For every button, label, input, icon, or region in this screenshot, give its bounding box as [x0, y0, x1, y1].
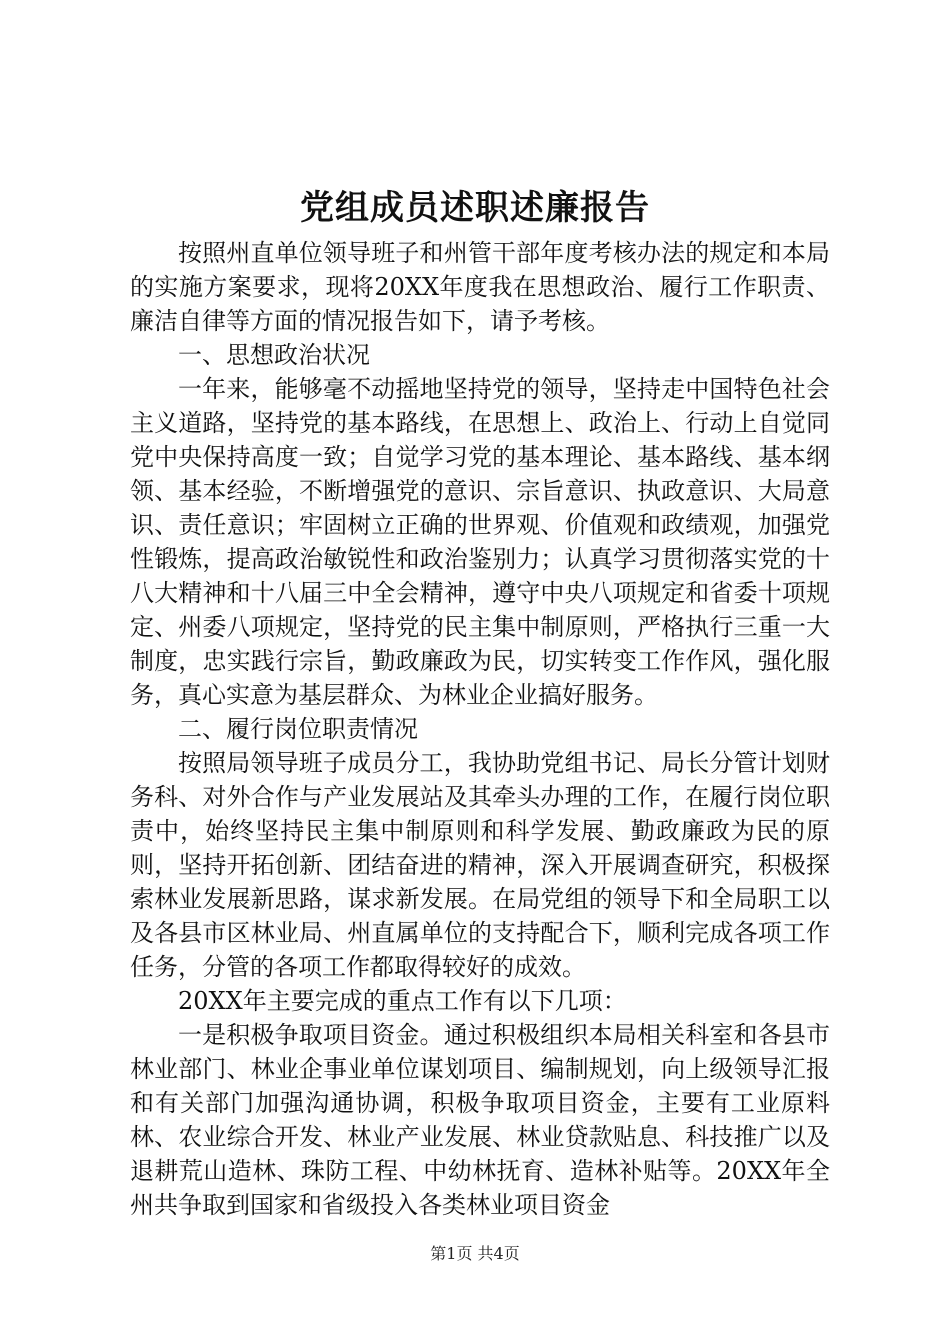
document-body: [130, 236, 830, 1222]
key-work-item-1: 一是积极争取项目资金。通过积极组织本局相关科室和各县市林业部门、林业企事业单位谋划项目、编制规划，向上级领导汇报和有关部门加强沟通协调，积极争取项目资金，主要有工业原料林、农业综合开发、林业产业发展、林业贷款贴息、科技推广以及退耕荒山造林、珠防工程、中幼林抚育、造林补贴等。20XX年全州共争取到国家和省级投入各类林业项目资金: [130, 1021, 830, 1219]
section-heading-duties: 二、履行岗位职责情况: [178, 715, 418, 743]
intro-paragraph: 按照州直单位领导班子和州管干部年度考核办法的规定和本局的实施方案要求，现将20XX年度我在思想政治、履行工作职责、廉洁自律等方面的情况报告如下，请予考核。: [130, 239, 830, 335]
section-heading-political: 一、思想政治状况: [178, 341, 370, 369]
key-work-intro: 20XX年主要完成的重点工作有以下几项：: [178, 987, 627, 1015]
page-number: 第1页 共4页: [430, 1244, 520, 1263]
political-paragraph: 一年来，能够毫不动摇地坚持党的领导，坚持走中国特色社会主义道路，坚持党的基本路线，在思想上、政治上、行动上自觉同党中央保持高度一致；自觉学习党的基本理论、基本路线、基本纲领、基本经验，不断增强党的意识、宗旨意识、执政意识、大局意识、责任意识；牢固树立正确的世界观、价值观和政绩观，加强党性锻炼，提高政治敏锐性和政治鉴别力；认真学习贯彻落实党的十八大精神和十八届三中全会精神，遵守中央八项规定和省委十项规定、州委八项规定，坚持党的民主集中制原则，严格执行三重一大制度，忠实践行宗旨，勤政廉政为民，切实转变工作作风，强化服务，真心实意为基层群众、为林业企业搞好服务。: [130, 375, 830, 709]
duties-paragraph: 按照局领导班子成员分工，我协助党组书记、局长分管计划财务科、对外合作与产业发展站及其牵头办理的工作，在履行岗位职责中，始终坚持民主集中制原则和科学发展、勤政廉政为民的原则，坚持开拓创新、团结奋进的精神，深入开展调查研究，积极探索林业发展新思路，谋求新发展。在局党组的领导下和全局职工以及各县市区林业局、州直属单位的支持配合下，顺利完成各项工作任务，分管的各项工作都取得较好的成效。: [130, 749, 830, 981]
document-title: 党组成员述职述廉报告: [300, 188, 650, 228]
